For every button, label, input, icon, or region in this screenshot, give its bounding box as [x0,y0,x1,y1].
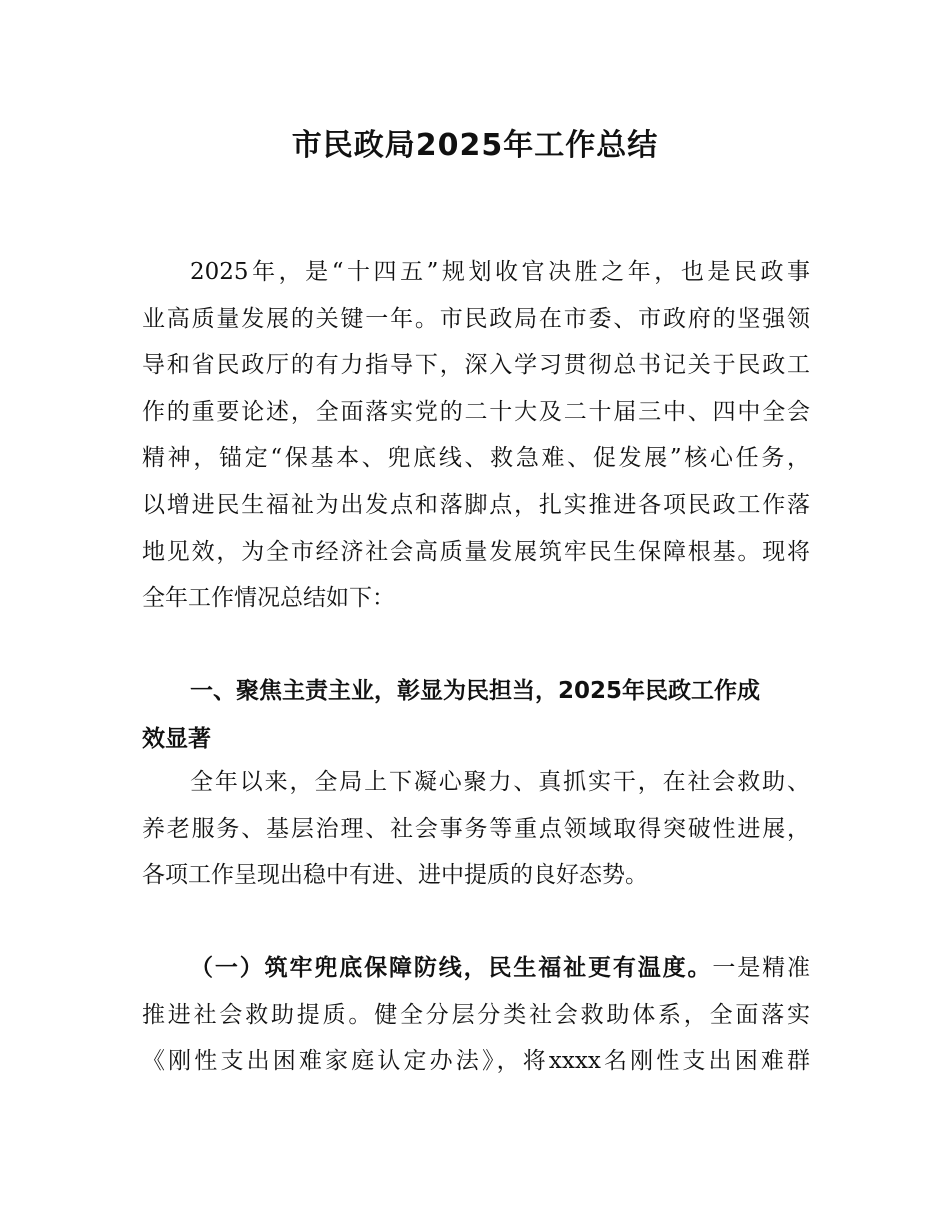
text-line [142,945,810,992]
text-line: 全年以来，全局上下凝心聚力、真抓实干，在社会救助、 [190,769,810,795]
text-line: 2025年，是“十四五”规划收官决胜之年，也是民政事 [190,259,810,285]
heading-line: 效显著 [142,726,211,752]
subsection-paragraph [142,945,810,1085]
text-line: 地见效，为全市经济社会高质量发展筑牢民生保障根基。现将 [142,538,810,565]
subsection-heading: （一）筑牢兜底保障防线，民生福祉更有温度。 [190,955,713,981]
text-line: 《刚性支出困难家庭认定办法》，将xxxx名刚性支出困难群 [142,1048,810,1075]
text-line: 业高质量发展的关键一年。市民政局在市委、市政府的坚强领 [142,305,810,332]
text-line: 作的重要论述，全面落实党的二十大及二十届三中、四中全会 [142,398,810,425]
text-line: 导和省民政厅的有力指导下，深入学习贯彻总书记关于民政工 [142,352,810,379]
heading-line: 一、聚焦主责主业，彰显为民担当，2025年民政工作成 [190,678,761,704]
text-line: 养老服务、基层治理、社会事务等重点领域取得突破性进展， [142,815,810,842]
text-line: 精神，锚定“保基本、兜底线、救急难、促发展”核心任务， [142,445,810,472]
text-run: 一是精准 [712,955,810,981]
document-title: 市民政局2025年工作总结 [291,128,659,163]
text-line: 各项工作呈现出稳中有进、进中提质的良好态势。 [142,862,648,889]
text-line: 全年工作情况总结如下： [142,585,395,612]
text-line: 推进社会救助提质。健全分层分类社会救助体系，全面落实 [142,1001,810,1028]
summary-paragraph [142,759,810,899]
intro-paragraph [142,249,810,622]
section-heading-1 [142,667,810,763]
text-line: 以增进民生福祉为出发点和落脚点，扎实推进各项民政工作落 [142,491,810,518]
